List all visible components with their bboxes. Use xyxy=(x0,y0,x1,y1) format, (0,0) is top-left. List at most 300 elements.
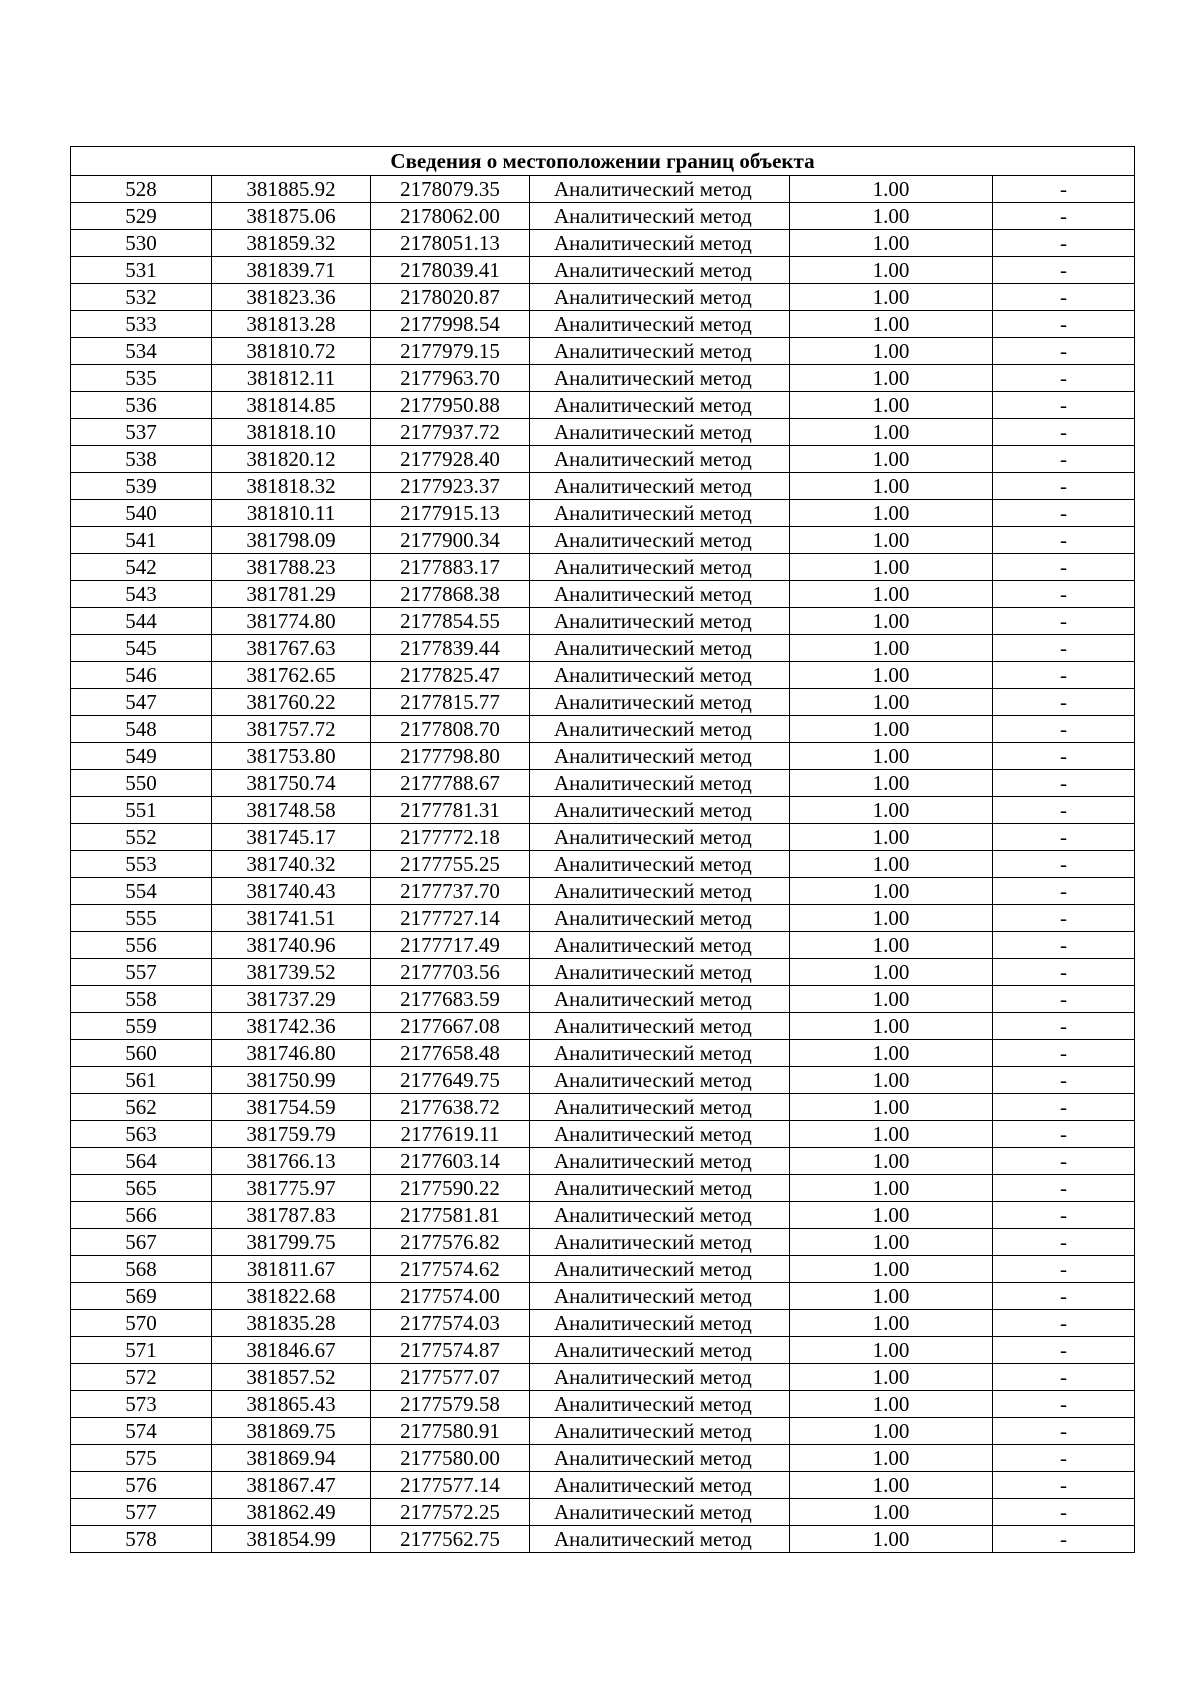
point-number-cell: 571 xyxy=(71,1337,212,1364)
y-coordinate-cell: 2177603.14 xyxy=(371,1148,530,1175)
table-row xyxy=(71,851,1135,878)
table-row xyxy=(71,203,1135,230)
point-number-cell: 542 xyxy=(71,554,212,581)
point-number-cell: 578 xyxy=(71,1526,212,1553)
x-coordinate-cell: 381788.23 xyxy=(212,554,371,581)
accuracy-cell: 1.00 xyxy=(790,581,993,608)
y-coordinate-cell: 2177574.00 xyxy=(371,1283,530,1310)
accuracy-cell: 1.00 xyxy=(790,1445,993,1472)
accuracy-cell: 1.00 xyxy=(790,419,993,446)
accuracy-cell: 1.00 xyxy=(790,1364,993,1391)
accuracy-cell: 1.00 xyxy=(790,230,993,257)
table-row xyxy=(71,824,1135,851)
x-coordinate-cell: 381759.79 xyxy=(212,1121,371,1148)
y-coordinate-cell: 2177717.49 xyxy=(371,932,530,959)
x-coordinate-cell: 381875.06 xyxy=(212,203,371,230)
description-cell: - xyxy=(993,1175,1135,1202)
point-number-cell: 530 xyxy=(71,230,212,257)
description-cell: - xyxy=(993,419,1135,446)
y-coordinate-cell: 2177581.81 xyxy=(371,1202,530,1229)
method-cell: Аналитический метод xyxy=(530,338,790,365)
description-cell: - xyxy=(993,203,1135,230)
point-number-cell: 558 xyxy=(71,986,212,1013)
x-coordinate-cell: 381810.11 xyxy=(212,500,371,527)
point-number-cell: 554 xyxy=(71,878,212,905)
method-cell: Аналитический метод xyxy=(530,1391,790,1418)
x-coordinate-cell: 381742.36 xyxy=(212,1013,371,1040)
description-cell: - xyxy=(993,230,1135,257)
table-row xyxy=(71,662,1135,689)
accuracy-cell: 1.00 xyxy=(790,662,993,689)
table-row xyxy=(71,284,1135,311)
accuracy-cell: 1.00 xyxy=(790,311,993,338)
method-cell: Аналитический метод xyxy=(530,230,790,257)
point-number-cell: 540 xyxy=(71,500,212,527)
description-cell: - xyxy=(993,770,1135,797)
method-cell: Аналитический метод xyxy=(530,1013,790,1040)
x-coordinate-cell: 381885.92 xyxy=(212,176,371,203)
table-row xyxy=(71,1148,1135,1175)
method-cell: Аналитический метод xyxy=(530,959,790,986)
method-cell: Аналитический метод xyxy=(530,824,790,851)
method-cell: Аналитический метод xyxy=(530,284,790,311)
y-coordinate-cell: 2177574.62 xyxy=(371,1256,530,1283)
accuracy-cell: 1.00 xyxy=(790,878,993,905)
accuracy-cell: 1.00 xyxy=(790,1526,993,1553)
point-number-cell: 536 xyxy=(71,392,212,419)
method-cell: Аналитический метод xyxy=(530,176,790,203)
point-number-cell: 565 xyxy=(71,1175,212,1202)
table-row xyxy=(71,1364,1135,1391)
method-cell: Аналитический метод xyxy=(530,1337,790,1364)
description-cell: - xyxy=(993,284,1135,311)
y-coordinate-cell: 2177577.07 xyxy=(371,1364,530,1391)
point-number-cell: 573 xyxy=(71,1391,212,1418)
y-coordinate-cell: 2177998.54 xyxy=(371,311,530,338)
description-cell: - xyxy=(993,1445,1135,1472)
description-cell: - xyxy=(993,743,1135,770)
accuracy-cell: 1.00 xyxy=(790,257,993,284)
y-coordinate-cell: 2177900.34 xyxy=(371,527,530,554)
y-coordinate-cell: 2177580.91 xyxy=(371,1418,530,1445)
x-coordinate-cell: 381757.72 xyxy=(212,716,371,743)
y-coordinate-cell: 2177580.00 xyxy=(371,1445,530,1472)
x-coordinate-cell: 381799.75 xyxy=(212,1229,371,1256)
table-row xyxy=(71,1013,1135,1040)
table-row xyxy=(71,473,1135,500)
y-coordinate-cell: 2177825.47 xyxy=(371,662,530,689)
accuracy-cell: 1.00 xyxy=(790,851,993,878)
table-row xyxy=(71,932,1135,959)
y-coordinate-cell: 2177576.82 xyxy=(371,1229,530,1256)
description-cell: - xyxy=(993,1283,1135,1310)
accuracy-cell: 1.00 xyxy=(790,743,993,770)
y-coordinate-cell: 2177658.48 xyxy=(371,1040,530,1067)
point-number-cell: 529 xyxy=(71,203,212,230)
x-coordinate-cell: 381740.96 xyxy=(212,932,371,959)
accuracy-cell: 1.00 xyxy=(790,1499,993,1526)
description-cell: - xyxy=(993,689,1135,716)
table-row xyxy=(71,743,1135,770)
y-coordinate-cell: 2177937.72 xyxy=(371,419,530,446)
method-cell: Аналитический метод xyxy=(530,1283,790,1310)
method-cell: Аналитический метод xyxy=(530,770,790,797)
accuracy-cell: 1.00 xyxy=(790,1013,993,1040)
table-row xyxy=(71,1418,1135,1445)
description-cell: - xyxy=(993,608,1135,635)
point-number-cell: 563 xyxy=(71,1121,212,1148)
description-cell: - xyxy=(993,446,1135,473)
description-cell: - xyxy=(993,959,1135,986)
point-number-cell: 577 xyxy=(71,1499,212,1526)
x-coordinate-cell: 381737.29 xyxy=(212,986,371,1013)
table-row xyxy=(71,581,1135,608)
method-cell: Аналитический метод xyxy=(530,527,790,554)
table-row xyxy=(71,986,1135,1013)
table-row xyxy=(71,230,1135,257)
table-row xyxy=(71,1202,1135,1229)
x-coordinate-cell: 381762.65 xyxy=(212,662,371,689)
x-coordinate-cell: 381811.67 xyxy=(212,1256,371,1283)
y-coordinate-cell: 2177755.25 xyxy=(371,851,530,878)
description-cell: - xyxy=(993,662,1135,689)
x-coordinate-cell: 381818.10 xyxy=(212,419,371,446)
table-row xyxy=(71,1256,1135,1283)
method-cell: Аналитический метод xyxy=(530,932,790,959)
description-cell: - xyxy=(993,176,1135,203)
point-number-cell: 545 xyxy=(71,635,212,662)
x-coordinate-cell: 381867.47 xyxy=(212,1472,371,1499)
x-coordinate-cell: 381812.11 xyxy=(212,365,371,392)
point-number-cell: 549 xyxy=(71,743,212,770)
description-cell: - xyxy=(993,527,1135,554)
table-row xyxy=(71,1229,1135,1256)
x-coordinate-cell: 381835.28 xyxy=(212,1310,371,1337)
method-cell: Аналитический метод xyxy=(530,554,790,581)
table-row xyxy=(71,1040,1135,1067)
x-coordinate-cell: 381869.75 xyxy=(212,1418,371,1445)
description-cell: - xyxy=(993,1418,1135,1445)
point-number-cell: 541 xyxy=(71,527,212,554)
accuracy-cell: 1.00 xyxy=(790,689,993,716)
accuracy-cell: 1.00 xyxy=(790,284,993,311)
x-coordinate-cell: 381766.13 xyxy=(212,1148,371,1175)
accuracy-cell: 1.00 xyxy=(790,959,993,986)
table-row xyxy=(71,1175,1135,1202)
x-coordinate-cell: 381775.97 xyxy=(212,1175,371,1202)
y-coordinate-cell: 2177815.77 xyxy=(371,689,530,716)
description-cell: - xyxy=(993,365,1135,392)
x-coordinate-cell: 381760.22 xyxy=(212,689,371,716)
accuracy-cell: 1.00 xyxy=(790,1472,993,1499)
y-coordinate-cell: 2177950.88 xyxy=(371,392,530,419)
table-row xyxy=(71,311,1135,338)
method-cell: Аналитический метод xyxy=(530,257,790,284)
point-number-cell: 531 xyxy=(71,257,212,284)
table-row xyxy=(71,500,1135,527)
description-cell: - xyxy=(993,392,1135,419)
table-row xyxy=(71,446,1135,473)
x-coordinate-cell: 381810.72 xyxy=(212,338,371,365)
description-cell: - xyxy=(993,338,1135,365)
description-cell: - xyxy=(993,1067,1135,1094)
accuracy-cell: 1.00 xyxy=(790,932,993,959)
table-row xyxy=(71,689,1135,716)
x-coordinate-cell: 381741.51 xyxy=(212,905,371,932)
accuracy-cell: 1.00 xyxy=(790,1229,993,1256)
description-cell: - xyxy=(993,311,1135,338)
description-cell: - xyxy=(993,554,1135,581)
x-coordinate-cell: 381859.32 xyxy=(212,230,371,257)
y-coordinate-cell: 2177727.14 xyxy=(371,905,530,932)
table-row xyxy=(71,770,1135,797)
method-cell: Аналитический метод xyxy=(530,635,790,662)
description-cell: - xyxy=(993,1364,1135,1391)
y-coordinate-cell: 2177772.18 xyxy=(371,824,530,851)
accuracy-cell: 1.00 xyxy=(790,338,993,365)
x-coordinate-cell: 381774.80 xyxy=(212,608,371,635)
x-coordinate-cell: 381740.32 xyxy=(212,851,371,878)
x-coordinate-cell: 381748.58 xyxy=(212,797,371,824)
y-coordinate-cell: 2177574.87 xyxy=(371,1337,530,1364)
table-row xyxy=(71,419,1135,446)
accuracy-cell: 1.00 xyxy=(790,1256,993,1283)
x-coordinate-cell: 381814.85 xyxy=(212,392,371,419)
point-number-cell: 534 xyxy=(71,338,212,365)
y-coordinate-cell: 2178039.41 xyxy=(371,257,530,284)
accuracy-cell: 1.00 xyxy=(790,986,993,1013)
y-coordinate-cell: 2177923.37 xyxy=(371,473,530,500)
accuracy-cell: 1.00 xyxy=(790,1391,993,1418)
table-row xyxy=(71,176,1135,203)
table-row xyxy=(71,1283,1135,1310)
table-row xyxy=(71,716,1135,743)
point-number-cell: 567 xyxy=(71,1229,212,1256)
table-row xyxy=(71,554,1135,581)
point-number-cell: 555 xyxy=(71,905,212,932)
point-number-cell: 533 xyxy=(71,311,212,338)
y-coordinate-cell: 2177649.75 xyxy=(371,1067,530,1094)
accuracy-cell: 1.00 xyxy=(790,176,993,203)
point-number-cell: 532 xyxy=(71,284,212,311)
y-coordinate-cell: 2177808.70 xyxy=(371,716,530,743)
description-cell: - xyxy=(993,1310,1135,1337)
table-row xyxy=(71,1472,1135,1499)
description-cell: - xyxy=(993,824,1135,851)
description-cell: - xyxy=(993,932,1135,959)
method-cell: Аналитический метод xyxy=(530,608,790,635)
description-cell: - xyxy=(993,257,1135,284)
y-coordinate-cell: 2177798.80 xyxy=(371,743,530,770)
y-coordinate-cell: 2177979.15 xyxy=(371,338,530,365)
method-cell: Аналитический метод xyxy=(530,1364,790,1391)
y-coordinate-cell: 2177572.25 xyxy=(371,1499,530,1526)
accuracy-cell: 1.00 xyxy=(790,1175,993,1202)
point-number-cell: 538 xyxy=(71,446,212,473)
method-cell: Аналитический метод xyxy=(530,203,790,230)
boundary-table xyxy=(70,146,1135,1553)
x-coordinate-cell: 381787.83 xyxy=(212,1202,371,1229)
description-cell: - xyxy=(993,1256,1135,1283)
method-cell: Аналитический метод xyxy=(530,1256,790,1283)
accuracy-cell: 1.00 xyxy=(790,500,993,527)
accuracy-cell: 1.00 xyxy=(790,392,993,419)
table-row xyxy=(71,1067,1135,1094)
y-coordinate-cell: 2177579.58 xyxy=(371,1391,530,1418)
x-coordinate-cell: 381854.99 xyxy=(212,1526,371,1553)
accuracy-cell: 1.00 xyxy=(790,905,993,932)
point-number-cell: 572 xyxy=(71,1364,212,1391)
method-cell: Аналитический метод xyxy=(530,1418,790,1445)
description-cell: - xyxy=(993,581,1135,608)
point-number-cell: 552 xyxy=(71,824,212,851)
accuracy-cell: 1.00 xyxy=(790,527,993,554)
y-coordinate-cell: 2177868.38 xyxy=(371,581,530,608)
method-cell: Аналитический метод xyxy=(530,1202,790,1229)
accuracy-cell: 1.00 xyxy=(790,1094,993,1121)
point-number-cell: 574 xyxy=(71,1418,212,1445)
table-row xyxy=(71,1499,1135,1526)
description-cell: - xyxy=(993,1472,1135,1499)
description-cell: - xyxy=(993,716,1135,743)
description-cell: - xyxy=(993,851,1135,878)
point-number-cell: 575 xyxy=(71,1445,212,1472)
description-cell: - xyxy=(993,500,1135,527)
point-number-cell: 569 xyxy=(71,1283,212,1310)
y-coordinate-cell: 2177667.08 xyxy=(371,1013,530,1040)
point-number-cell: 547 xyxy=(71,689,212,716)
x-coordinate-cell: 381865.43 xyxy=(212,1391,371,1418)
point-number-cell: 535 xyxy=(71,365,212,392)
x-coordinate-cell: 381823.36 xyxy=(212,284,371,311)
y-coordinate-cell: 2178051.13 xyxy=(371,230,530,257)
method-cell: Аналитический метод xyxy=(530,986,790,1013)
method-cell: Аналитический метод xyxy=(530,1067,790,1094)
description-cell: - xyxy=(993,1040,1135,1067)
method-cell: Аналитический метод xyxy=(530,1121,790,1148)
method-cell: Аналитический метод xyxy=(530,1175,790,1202)
description-cell: - xyxy=(993,473,1135,500)
point-number-cell: 568 xyxy=(71,1256,212,1283)
table-row xyxy=(71,797,1135,824)
description-cell: - xyxy=(993,1013,1135,1040)
method-cell: Аналитический метод xyxy=(530,851,790,878)
method-cell: Аналитический метод xyxy=(530,662,790,689)
x-coordinate-cell: 381750.74 xyxy=(212,770,371,797)
accuracy-cell: 1.00 xyxy=(790,824,993,851)
y-coordinate-cell: 2177883.17 xyxy=(371,554,530,581)
method-cell: Аналитический метод xyxy=(530,1040,790,1067)
description-cell: - xyxy=(993,1526,1135,1553)
x-coordinate-cell: 381820.12 xyxy=(212,446,371,473)
accuracy-cell: 1.00 xyxy=(790,1283,993,1310)
x-coordinate-cell: 381746.80 xyxy=(212,1040,371,1067)
point-number-cell: 556 xyxy=(71,932,212,959)
point-number-cell: 566 xyxy=(71,1202,212,1229)
accuracy-cell: 1.00 xyxy=(790,1337,993,1364)
y-coordinate-cell: 2178062.00 xyxy=(371,203,530,230)
point-number-cell: 561 xyxy=(71,1067,212,1094)
accuracy-cell: 1.00 xyxy=(790,716,993,743)
accuracy-cell: 1.00 xyxy=(790,446,993,473)
x-coordinate-cell: 381813.28 xyxy=(212,311,371,338)
table-row xyxy=(71,1094,1135,1121)
description-cell: - xyxy=(993,1229,1135,1256)
point-number-cell: 539 xyxy=(71,473,212,500)
table-row xyxy=(71,1445,1135,1472)
table-row xyxy=(71,635,1135,662)
method-cell: Аналитический метод xyxy=(530,500,790,527)
method-cell: Аналитический метод xyxy=(530,581,790,608)
accuracy-cell: 1.00 xyxy=(790,770,993,797)
description-cell: - xyxy=(993,1337,1135,1364)
method-cell: Аналитический метод xyxy=(530,419,790,446)
table-row xyxy=(71,905,1135,932)
method-cell: Аналитический метод xyxy=(530,1310,790,1337)
accuracy-cell: 1.00 xyxy=(790,797,993,824)
y-coordinate-cell: 2177788.67 xyxy=(371,770,530,797)
method-cell: Аналитический метод xyxy=(530,743,790,770)
x-coordinate-cell: 381839.71 xyxy=(212,257,371,284)
point-number-cell: 550 xyxy=(71,770,212,797)
y-coordinate-cell: 2177683.59 xyxy=(371,986,530,1013)
table-row xyxy=(71,257,1135,284)
x-coordinate-cell: 381846.67 xyxy=(212,1337,371,1364)
method-cell: Аналитический метод xyxy=(530,392,790,419)
y-coordinate-cell: 2177915.13 xyxy=(371,500,530,527)
point-number-cell: 557 xyxy=(71,959,212,986)
accuracy-cell: 1.00 xyxy=(790,1418,993,1445)
method-cell: Аналитический метод xyxy=(530,311,790,338)
point-number-cell: 544 xyxy=(71,608,212,635)
point-number-cell: 559 xyxy=(71,1013,212,1040)
y-coordinate-cell: 2177781.31 xyxy=(371,797,530,824)
description-cell: - xyxy=(993,797,1135,824)
method-cell: Аналитический метод xyxy=(530,716,790,743)
table-row xyxy=(71,608,1135,635)
accuracy-cell: 1.00 xyxy=(790,473,993,500)
point-number-cell: 576 xyxy=(71,1472,212,1499)
table-row xyxy=(71,527,1135,554)
method-cell: Аналитический метод xyxy=(530,905,790,932)
accuracy-cell: 1.00 xyxy=(790,1202,993,1229)
accuracy-cell: 1.00 xyxy=(790,1067,993,1094)
x-coordinate-cell: 381822.68 xyxy=(212,1283,371,1310)
x-coordinate-cell: 381869.94 xyxy=(212,1445,371,1472)
y-coordinate-cell: 2177737.70 xyxy=(371,878,530,905)
x-coordinate-cell: 381745.17 xyxy=(212,824,371,851)
point-number-cell: 548 xyxy=(71,716,212,743)
method-cell: Аналитический метод xyxy=(530,1445,790,1472)
y-coordinate-cell: 2177638.72 xyxy=(371,1094,530,1121)
table-row xyxy=(71,365,1135,392)
x-coordinate-cell: 381798.09 xyxy=(212,527,371,554)
table-body xyxy=(71,176,1135,1553)
method-cell: Аналитический метод xyxy=(530,1472,790,1499)
description-cell: - xyxy=(993,1499,1135,1526)
table-row xyxy=(71,1526,1135,1553)
method-cell: Аналитический метод xyxy=(530,1499,790,1526)
table-row xyxy=(71,878,1135,905)
y-coordinate-cell: 2177590.22 xyxy=(371,1175,530,1202)
description-cell: - xyxy=(993,1094,1135,1121)
description-cell: - xyxy=(993,905,1135,932)
table-row xyxy=(71,1310,1135,1337)
table-row xyxy=(71,959,1135,986)
description-cell: - xyxy=(993,635,1135,662)
table-row xyxy=(71,1391,1135,1418)
accuracy-cell: 1.00 xyxy=(790,608,993,635)
